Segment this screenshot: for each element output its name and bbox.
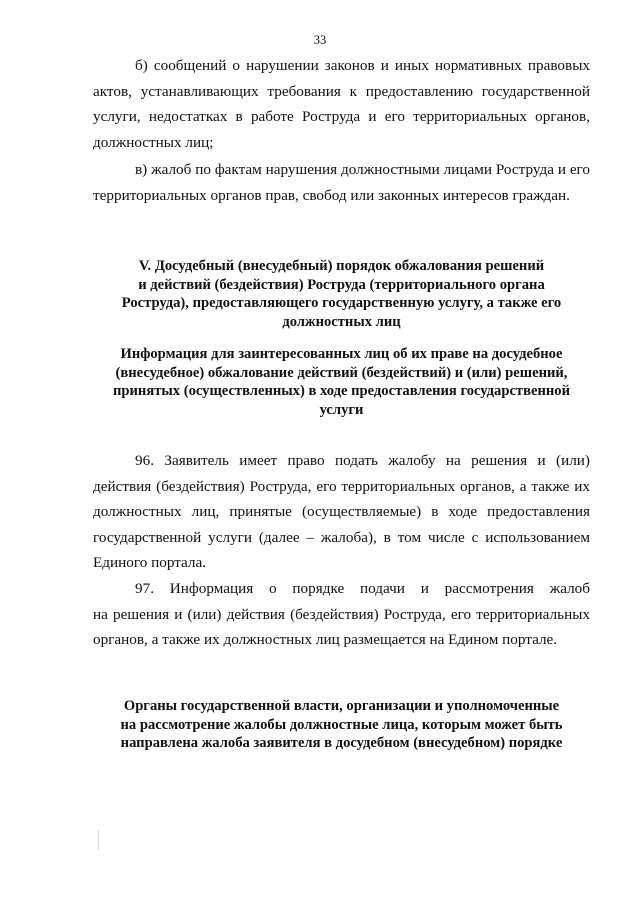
heading-line: Роструда), предоставляющего государственную услугу, а также его (121, 295, 562, 311)
text-line: территориальных органов прав, свобод или законных интересов граждан. (93, 186, 570, 204)
heading-line: на рассмотрение жалобы должностные лица, которым может быть (120, 716, 563, 733)
paragraph-96 (93, 448, 590, 576)
text-line: услуги, недостатках в работе Роструда и его территориальных органов, (93, 108, 590, 125)
heading-line: (внесудебное) обжалование действий (бездействий) и (или) решений, (115, 364, 568, 381)
text-line: Единого портала. (93, 554, 207, 571)
heading-line: принятых (осуществленных) в ходе предоставления государственной (112, 383, 570, 399)
text-line: должностных лиц, принятые (осуществляемые) в ходе предоставления (93, 503, 590, 520)
text-line: актов, устанавливающих требования к предоставлению государственной (93, 82, 590, 100)
text-line: должностных лиц; (93, 133, 214, 151)
paragraph-v (93, 157, 590, 208)
paragraph-97 (93, 576, 590, 653)
heading-line: Органы государственной власти, организации и уполномоченные (123, 698, 560, 714)
page-number: 33 (313, 33, 327, 47)
heading-line: V. Досудебный (внесудебный) порядок обжалования решений (138, 258, 545, 274)
text-line: органов, а также их должностных лиц размещается на Едином портале. (93, 631, 558, 648)
text-line: в) жалоб по фактам нарушения должностными лицами Роструда и его (135, 161, 590, 178)
section-title (93, 257, 590, 331)
heading-line: Информация для заинтересованных лиц об их праве на досудебное (120, 346, 563, 362)
heading-line: и действий (бездействия) Роструда (территориального органа (138, 276, 545, 293)
text-line: государственной услуги (далее – жалоба), в том числе с использованием (93, 528, 590, 546)
text-line: 97. Информация о порядке подачи и рассмотрения жалоб (135, 580, 590, 597)
subsection-title-2 (93, 697, 590, 753)
heading-line: услуги (319, 401, 364, 418)
text-line: на решения и (или) действия (бездействия) Роструда, его территориальных (93, 605, 590, 623)
text-line: б) сообщений о нарушении законов и иных нормативных правовых (135, 57, 590, 74)
heading-line: должностных лиц (282, 313, 401, 330)
text-line: действия (бездействия) Роструда, его территориальных органов, а также их (93, 477, 590, 495)
subsection-title (93, 345, 590, 419)
heading-line: направлена жалоба заявителя в досудебном (внесудебном) порядке (120, 735, 563, 751)
paragraph-b (93, 53, 590, 155)
scan-artifact (98, 830, 99, 850)
text-line: 96. Заявитель имеет право подать жалобу на решения и (или) (135, 452, 590, 469)
